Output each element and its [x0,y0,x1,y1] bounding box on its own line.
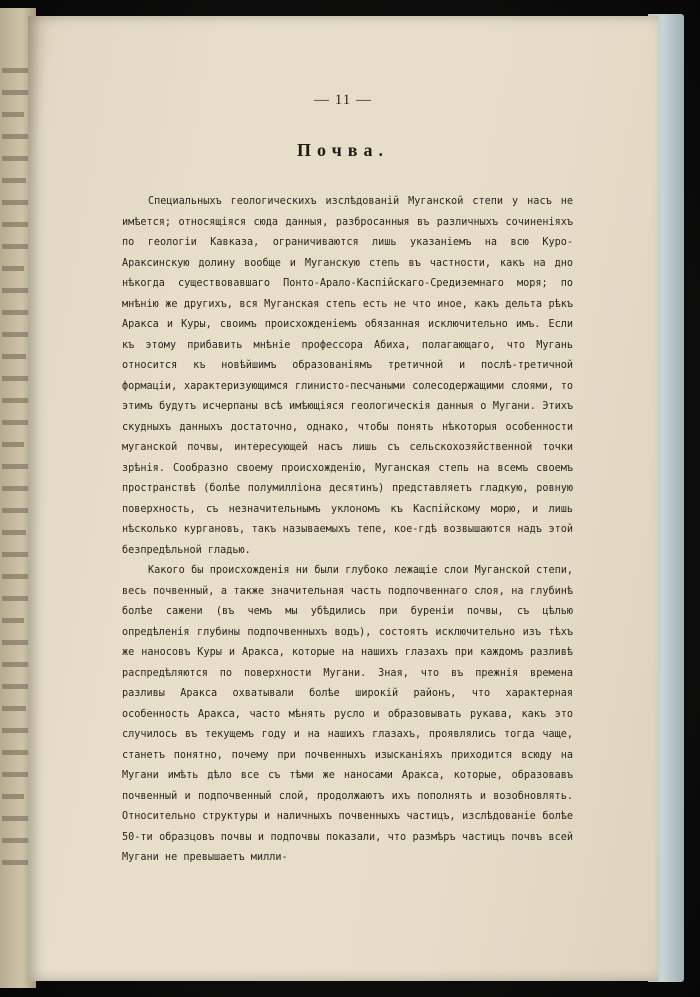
paragraph: Какого бы происхожденія ни были глубоко лежащіе слои Муганской степи, весь почвенный, а также значительная часть подпочвеннаго слоя, на глубинѣ болѣе сажени (въ чемъ мы убѣдились при буреніи почвы, съ цѣлью опредѣленія глубины подпочвенныхъ водъ), состоятъ исключительно изъ тѣхъ же наносовъ Куры и Аракса, которые на нашихъ глазахъ при каждомъ разливѣ распредѣляются по поверхности Мугани. Зная, что въ прежнія времена разливы Аракса охватывали болѣе широкій районъ, что характерная особенность Аракса, часто мѣнять русло и образовывать рукава, какъ это случилось въ текущемъ году и на нашихъ глазахъ, проявлялись тогда чаще, станетъ понятно, почему при почвенныхъ изысканіяхъ приходится всюду на Мугани имѣть дѣло все съ тѣми же наносами Аракса, которые, образовавъ почвенный и подпочвенный слой, продолжаютъ ихъ пополнять и возобновлять. Относительно структуры и наличныхъ почвенныхъ частицъ, изслѣдованіе болѣе 50-ти образцовъ почвы и подпочвы показали, что размѣръ частицъ почвъ всей Мугани не превышаетъ милли- [122,565,573,863]
page-number: — 11 — [314,92,372,108]
paragraph: Специальныхъ геологическихъ изслѣдованій Муганской степи у насъ не имѣется; относящіяся сюда данныя, разбросанныя въ различныхъ сочиненіяхъ по геологіи Кавказа, ограничиваются лишь указаніемъ на всю Куро-Араксинскую долину вообще и Муганскую степь въ частности, какъ на дно нѣкогда существовавшаго Понто-Арало-Каспійскаго-Средиземнаго моря; по мнѣнію же другихъ, вся Муганская степь есть не что иное, какъ дельта рѣкъ Аракса и Куры, своимъ происхожденіемъ обязанная исключительно имъ. Если къ этому прибавить мнѣніе профессора Абиха, полагающаго, что Мугань относится къ новѣйшимъ образованіямъ третичной и послѣ-третичной формаціи, характеризующимся глинисто-песчаными солесодержащими слоями, то этимъ будутъ исчерпаны всѣ имѣющіяся геологическія данныя о Мугани. Этихъ скудныхъ данныхъ достаточно, однако, чтобы понять нѣкоторыя особенности муганской почвы, интересующей насъ лишь съ сельскохозяйственной точки зрѣнія. Сообразно своему происхожденію, Муганская степь на всемъ своемъ пространствѣ (болѣе полумилліона десятинъ) представляетъ гладкую, ровную поверхность, съ незначительнымъ уклономъ къ Каспійскому морю, и лишь нѣсколько кургановъ, такъ называемыхъ тепе, кое-гдѣ возвышаются надъ этой безпредѣльной гладью. [122,196,573,556]
book-page [28,16,658,981]
body-text [122,192,573,869]
page-heading: Почва. [297,140,389,160]
